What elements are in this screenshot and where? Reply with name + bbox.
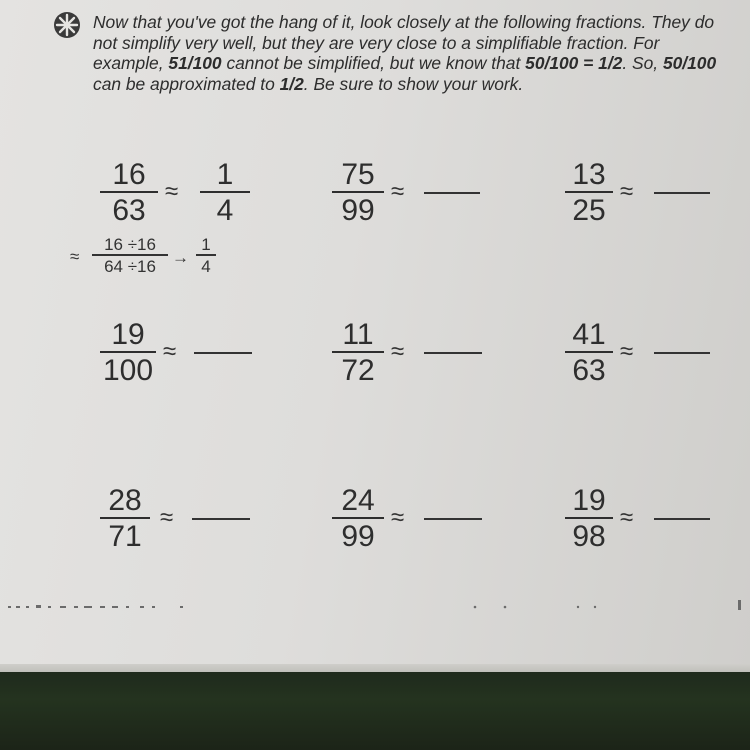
problem-3-fraction: 13 25 <box>565 160 613 226</box>
work-result: 1 4 <box>196 236 216 275</box>
background-surface <box>0 672 750 750</box>
problem-6-fraction: 41 63 <box>565 320 613 386</box>
instructions-text: Now that you've got the hang of it, look closely at the following fractions. They do not simplify very well, but they are very close to a simplifiable fraction. For example, 51/100 cannot be simplified, but we know that 50/100 = 1/2. So, 50/100 can be approximated to 1/2. Be sure to show your work. <box>93 12 717 94</box>
answer-blank[interactable] <box>654 192 710 194</box>
approx-sign: ≈ <box>160 504 174 531</box>
answer-blank[interactable] <box>654 518 710 520</box>
approx-sign: ≈ <box>620 338 634 365</box>
problem-9-fraction: 19 98 <box>565 486 613 552</box>
answer-blank[interactable] <box>654 352 710 354</box>
answer-blank[interactable] <box>424 518 482 520</box>
example-fraction-2: 50/100 <box>662 53 717 74</box>
problem-7-fraction: 28 71 <box>100 486 150 552</box>
problem-5-fraction: 11 72 <box>332 320 384 386</box>
problem-8-fraction: 24 99 <box>332 486 384 552</box>
asterisk-star-icon <box>53 11 81 39</box>
example-fraction: 51/100 <box>168 53 222 74</box>
answer-blank[interactable] <box>194 352 252 354</box>
problem-1-answer: 1 4 <box>200 160 250 226</box>
approx-sign: ≈ <box>391 338 405 365</box>
approx-sign: ≈ <box>163 338 177 365</box>
answer-blank[interactable] <box>192 518 250 520</box>
answer-blank[interactable] <box>424 192 480 194</box>
work-arrow: → <box>172 248 189 267</box>
approx-sign: ≈ <box>620 504 634 531</box>
problem-1-fraction: 16 63 <box>100 160 158 226</box>
problem-2-fraction: 75 99 <box>332 160 384 226</box>
approx-sign: ≈ <box>391 504 405 531</box>
approx-sign: ≈ <box>620 178 634 205</box>
approx-sign: ≈ <box>165 178 179 205</box>
example-result: 1/2 <box>279 73 304 94</box>
problem-4-fraction: 19 100 <box>100 320 156 386</box>
work-approx-sign: ≈ <box>70 247 80 266</box>
answer-blank[interactable] <box>424 352 482 354</box>
cutoff-footer-marks <box>0 600 750 616</box>
example-equation: 50/100 = 1/2 <box>525 53 623 74</box>
work-fraction: 16 ÷16 64 ÷16 <box>92 236 168 275</box>
approx-sign: ≈ <box>391 178 405 205</box>
